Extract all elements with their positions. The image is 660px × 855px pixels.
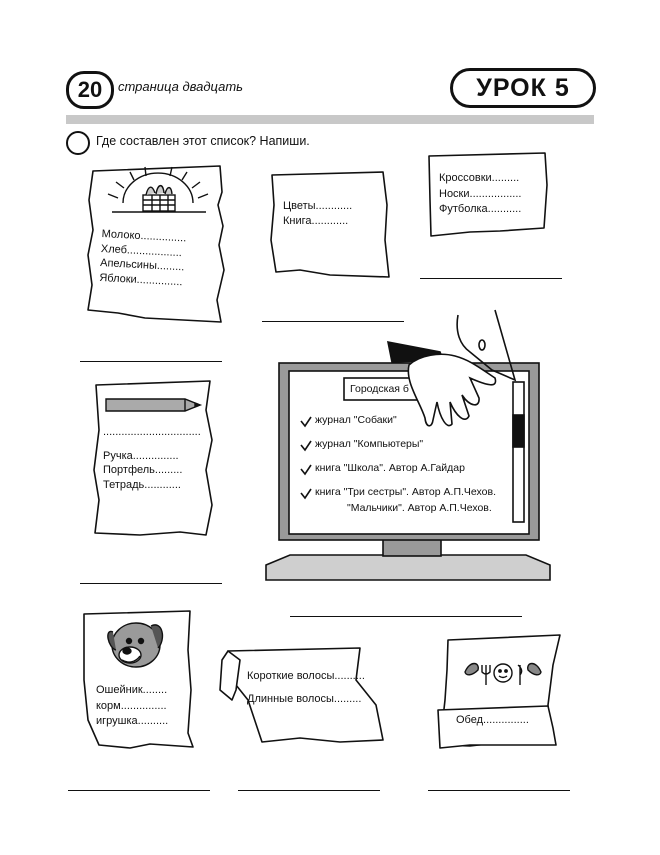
list-item: игрушка..........: [96, 715, 169, 728]
gift-list: [283, 200, 352, 227]
hair-note-fold: [220, 651, 240, 700]
pencil-icon: [106, 399, 200, 411]
list-item: Молоко...............: [101, 228, 187, 245]
list-item: Короткие волосы..........: [247, 670, 365, 682]
list-item: Ошейник........: [96, 684, 168, 696]
lesson-title: УРОК 5: [450, 68, 596, 108]
screen-item: книга "Школа". Автор А.Гайдар: [315, 462, 465, 474]
answer-line-gift[interactable]: [262, 321, 404, 322]
pet-list: [96, 684, 168, 728]
answer-line-menu[interactable]: [428, 790, 570, 791]
list-item: Обед...............: [456, 714, 529, 726]
list-item: ................................: [103, 426, 201, 438]
answer-line-library[interactable]: [290, 616, 522, 617]
list-item: Яблоки...............: [99, 271, 183, 289]
menu-list: [456, 714, 529, 727]
screen-item-continuation: "Мальчики". Автор А.П.Чехов.: [347, 502, 492, 514]
list-item: Тетрадь............: [103, 478, 181, 491]
screen-item: книга "Три сестры". Автор А.П.Чехов.: [315, 486, 496, 498]
stationery-list: [103, 426, 201, 492]
list-item: Длинные волосы.........: [247, 692, 362, 705]
grocery-list: [99, 228, 187, 289]
page-number: 20: [66, 71, 114, 109]
task-instruction: Где составлен этот список? Напиши.: [96, 134, 310, 148]
list-item: Апельсины.........: [99, 257, 185, 274]
menu-note-flap: [438, 706, 556, 748]
answer-line-grocery[interactable]: [80, 361, 222, 362]
answer-line-stationery[interactable]: [80, 583, 222, 584]
list-item: Кроссовки.........: [439, 172, 520, 184]
answer-line-clothes[interactable]: [420, 278, 562, 279]
list-item: Хлеб..................: [100, 242, 183, 259]
answer-line-hair[interactable]: [238, 790, 380, 791]
list-item: Портфель.........: [103, 464, 183, 477]
list-item: Цветы............: [283, 200, 353, 212]
clothes-list: [439, 172, 521, 216]
list-item: Футболка...........: [439, 203, 522, 216]
list-item: корм...............: [96, 699, 167, 712]
page-number-text: страница двадцать: [118, 79, 244, 94]
answer-line-pet[interactable]: [68, 790, 210, 791]
hair-list: [247, 670, 365, 705]
list-item: Книга............: [283, 214, 349, 227]
list-item: Ручка...............: [103, 449, 179, 462]
screen-item: журнал "Собаки": [315, 414, 397, 426]
screen-item: журнал "Компьютеры": [315, 438, 424, 450]
list-item: Носки.................: [439, 187, 522, 200]
library-title: Городская б: [350, 383, 409, 395]
